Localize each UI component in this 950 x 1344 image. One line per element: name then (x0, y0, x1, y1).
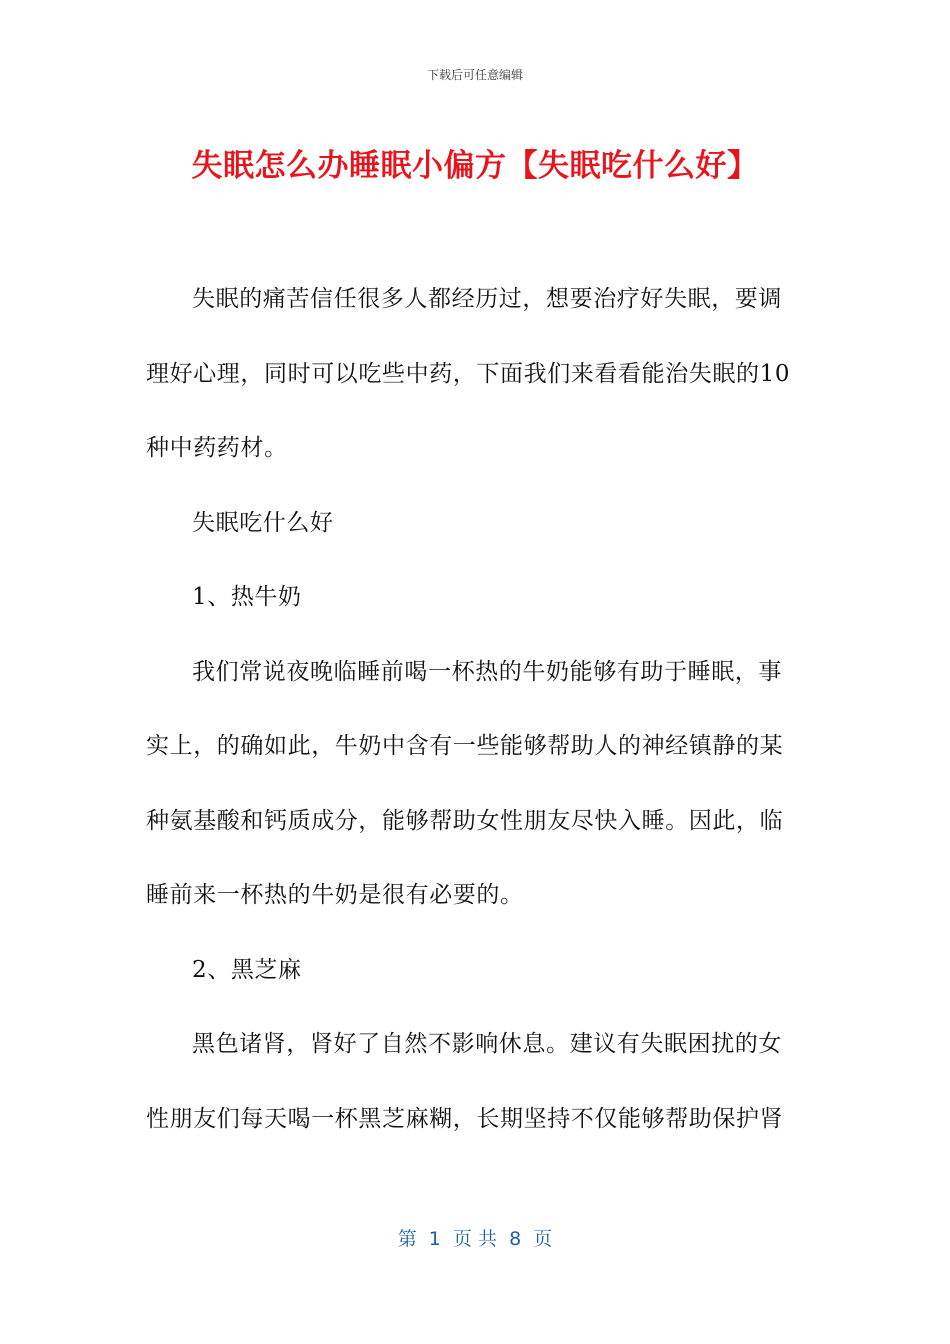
item-heading-sesame: 2、黑芝麻 (192, 956, 302, 983)
header-note: 下载后可任意编辑 (426, 68, 523, 82)
page-number: 第 1 页 共 8 页 (397, 1228, 553, 1250)
section-heading: 失眠吃什么好 (192, 509, 334, 536)
document-title: 失眠怎么办睡眠小偏方【失眠吃什么好】 (191, 148, 759, 184)
paragraph-sesame: 黑色诸肾，肾好了自然不影响休息。建议有失眠困扰的女性朋友们每天喝一杯黑芝麻糊，长期坚持不仅能够帮助保护肾 (146, 1031, 784, 1132)
paragraph-intro: 失眠的痛苦信任很多人都经历过，想要治疗好失眠，要调理好心理，同时可以吃些中药，下面我们来看看能治失眠的10种中药药材。 (146, 286, 791, 461)
document-body (146, 262, 794, 1156)
page-footer (0, 1224, 950, 1251)
item-heading-milk: 1、热牛奶 (192, 584, 302, 610)
paragraph-milk: 我们常说夜晚临睡前喝一杯热的牛奶能够有助于睡眠，事实上，的确如此，牛奶中含有一些能够帮助人的神经镇静的某种氨基酸和钙质成分，能够帮助女性朋友尽快入睡。因此，临睡前来一杯热的牛奶是很有必要的。 (146, 658, 784, 908)
